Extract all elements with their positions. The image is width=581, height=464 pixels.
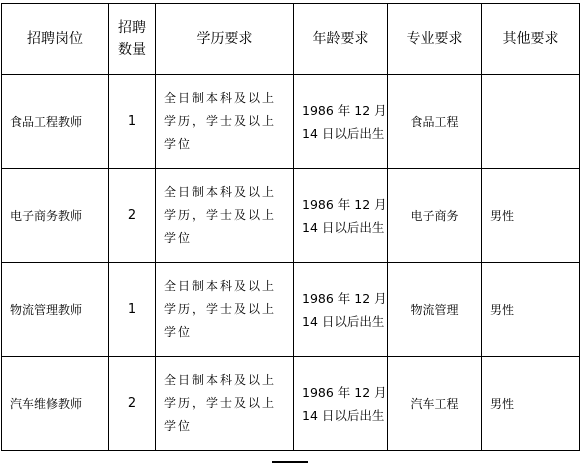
cell-age: 1986 年 12 月 14 日以后出生	[294, 169, 388, 263]
cell-position: 汽车维修教师	[2, 357, 109, 451]
cell-education: 全日制本科及以上学历，学士及以上学位	[156, 357, 294, 451]
header-count	[109, 4, 156, 75]
header-position: 招聘岗位	[2, 4, 109, 75]
cell-position: 电子商务教师	[2, 169, 109, 263]
table-row	[2, 263, 580, 357]
cell-major: 食品工程	[388, 75, 482, 169]
header-count-line2: 数量	[118, 42, 146, 58]
header-major: 专业要求	[388, 4, 482, 75]
header-other: 其他要求	[482, 4, 580, 75]
cell-age: 1986 年 12 月 14 日以后出生	[294, 75, 388, 169]
cell-education: 全日制本科及以上学历，学士及以上学位	[156, 75, 294, 169]
cell-position: 物流管理教师	[2, 263, 109, 357]
cell-age: 1986 年 12 月 14 日以后出生	[294, 263, 388, 357]
table-row	[2, 75, 580, 169]
cell-education: 全日制本科及以上学历，学士及以上学位	[156, 169, 294, 263]
cell-count: 1	[109, 75, 156, 169]
cell-position: 食品工程教师	[2, 75, 109, 169]
header-count-line1: 招聘	[118, 20, 146, 36]
cell-count: 1	[109, 263, 156, 357]
cell-count: 2	[109, 169, 156, 263]
cell-age: 1986 年 12 月 14 日以后出生	[294, 357, 388, 451]
recruitment-table	[1, 3, 580, 451]
table-row	[2, 169, 580, 263]
cell-major: 电子商务	[388, 169, 482, 263]
header-row	[2, 4, 580, 75]
table-row	[2, 357, 580, 451]
cell-major: 物流管理	[388, 263, 482, 357]
cell-other	[482, 75, 580, 169]
header-age: 年龄要求	[294, 4, 388, 75]
cell-other: 男性	[482, 169, 580, 263]
cell-major: 汽车工程	[388, 357, 482, 451]
cell-education: 全日制本科及以上学历，学士及以上学位	[156, 263, 294, 357]
header-education: 学历要求	[156, 4, 294, 75]
cell-other: 男性	[482, 263, 580, 357]
cell-other: 男性	[482, 357, 580, 451]
cell-count: 2	[109, 357, 156, 451]
page-edge-divider	[272, 461, 308, 463]
